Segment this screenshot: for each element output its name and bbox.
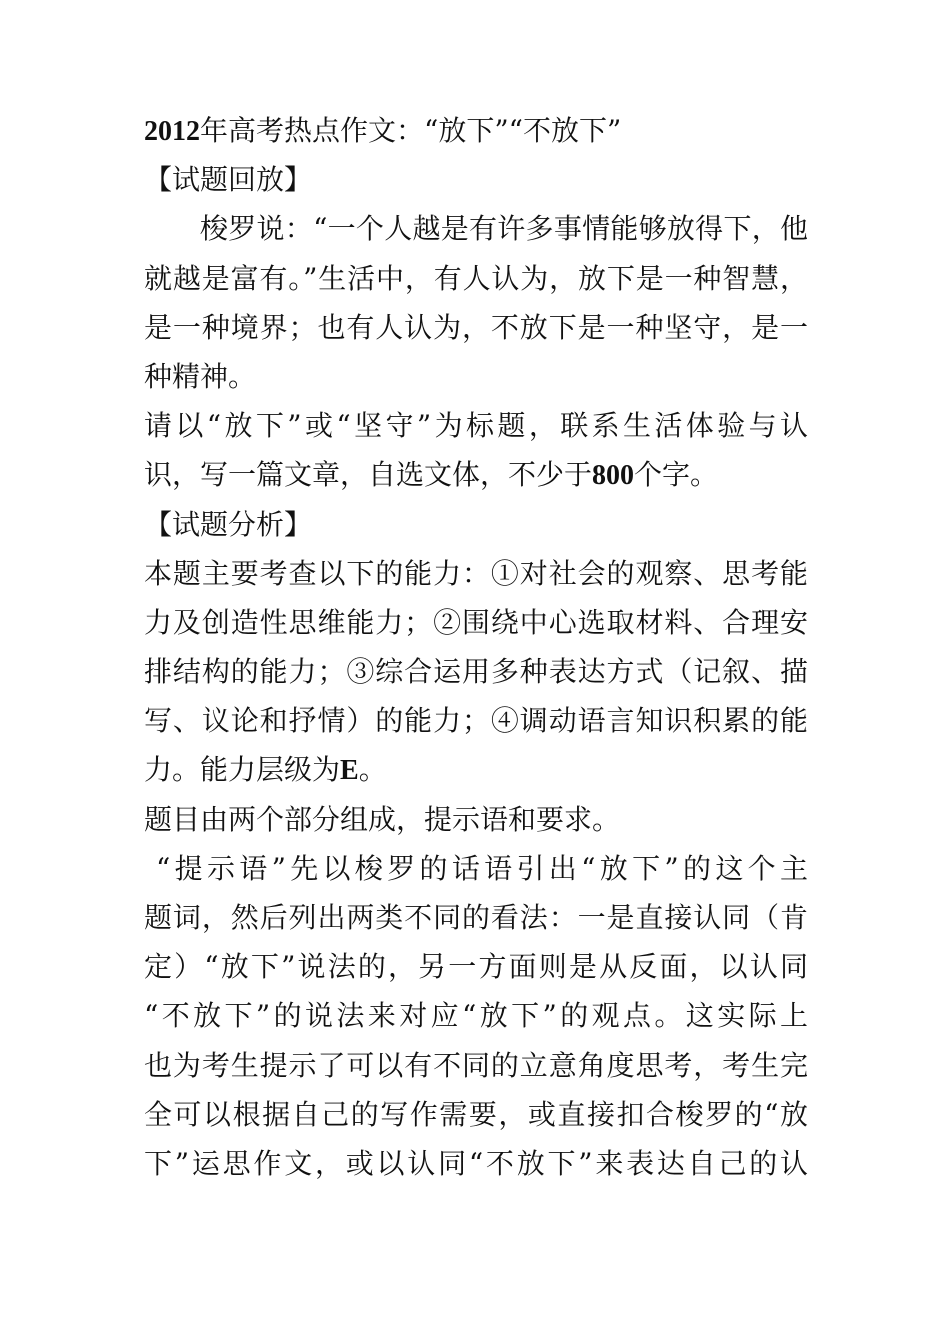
requirement-line: 请以“放下”或“坚守”为标题，联系生活体验与认 (144, 409, 808, 443)
composition-line: 题目由两个部分组成，提示语和要求。 (144, 802, 621, 836)
analysis-line: 力及创造性思维能力；②围绕中心选取材料、合理安 (144, 605, 808, 639)
explanation-line: “不放下”的说法来对应“放下”的观点。这实际上 (144, 999, 808, 1033)
document-page (144, 106, 808, 1188)
analysis-text-end: 。 (358, 753, 387, 787)
analysis-line-last (144, 745, 808, 794)
word-count: 800 (592, 460, 635, 492)
explanation-line: 下”运思作文，或以认同“不放下”来表达自己的认 (144, 1146, 808, 1180)
analysis-text: 力。能力层级为 (144, 753, 341, 787)
explanation-line: 全可以根据自己的写作需要，或直接扣合梭罗的“放 (144, 1097, 808, 1131)
explanation-line: 也为考生提示了可以有不同的立意角度思考，考生完 (144, 1048, 808, 1082)
section-heading-analysis: 【试题分析】 (144, 507, 313, 541)
requirement-text: 识，写一篇文章，自选文体，不少于 (144, 458, 593, 492)
prompt-line: 就越是富有。”生活中，有人认为，放下是一种智慧， (144, 261, 808, 295)
analysis-line: 本题主要考查以下的能力：①对社会的观察、思考能 (144, 556, 808, 590)
prompt-line: 梭罗说：“一个人越是有许多事情能够放得下，他 (200, 212, 808, 246)
section-heading-review: 【试题回放】 (144, 163, 313, 197)
requirement-line-2 (144, 450, 808, 499)
explanation-line: 题词，然后列出两类不同的看法：一是直接认同（肯 (144, 901, 808, 934)
prompt-line: 是一种境界；也有人认为，不放下是一种坚守，是一 (144, 310, 808, 344)
explanation-line: “提示语”先以梭罗的话语引出“放下”的这个主 (156, 851, 808, 885)
document-title (144, 106, 808, 155)
requirement-text-end: 个字。 (634, 458, 719, 492)
analysis-line: 写、议论和抒情）的能力；④调动语言知识积累的能 (144, 704, 808, 738)
ability-level: E (340, 755, 359, 787)
title-text: 年高考热点作文：“放下”“不放下” (200, 114, 622, 147)
prompt-line: 种精神。 (144, 359, 257, 393)
analysis-line: 排结构的能力；③综合运用多种表达方式（记叙、描 (144, 655, 808, 689)
title-year: 2012 (144, 116, 200, 147)
explanation-line: 定）“放下”说法的，另一方面则是从反面，以认同 (144, 950, 808, 984)
